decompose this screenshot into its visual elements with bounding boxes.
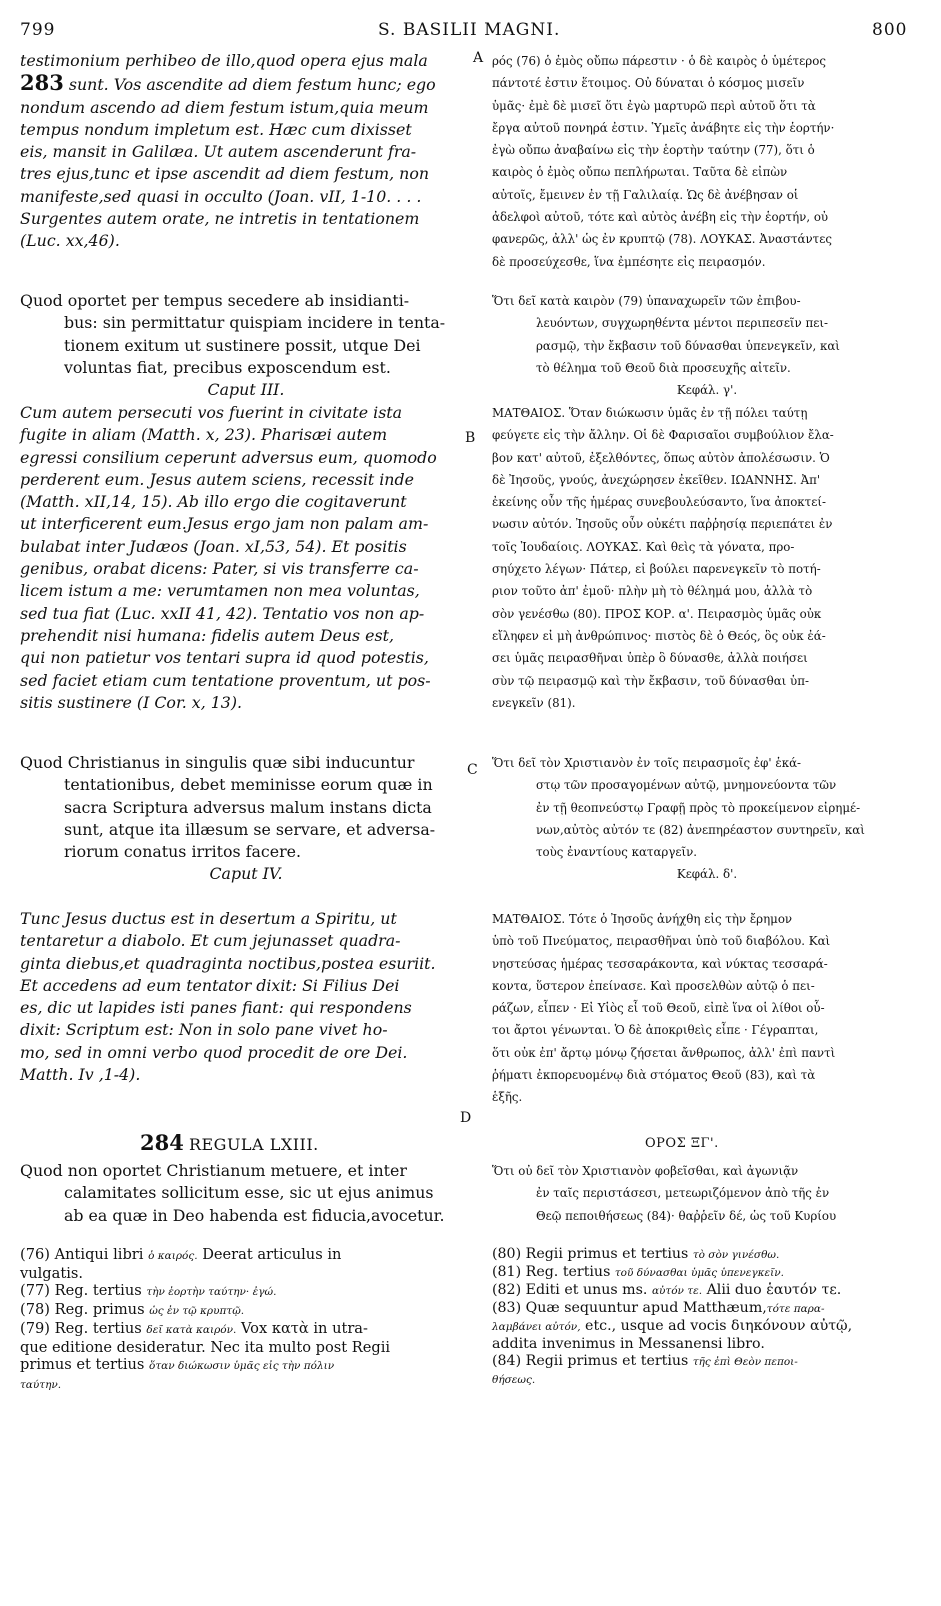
footnotes-left	[20, 1246, 470, 1394]
footnote	[492, 1300, 922, 1318]
footnote	[492, 1353, 922, 1371]
footnote-greek: τῆς ἐπὶ Θεὸν πεποι-	[692, 1356, 798, 1368]
footnote	[20, 1301, 470, 1320]
text-line: calamitates sollicitum esse, sic ut ejus animus	[64, 1183, 434, 1203]
footnote-text: (83) Quæ sequuntur apud Matthæum,	[492, 1300, 767, 1316]
greek-passage-3	[492, 402, 922, 714]
text-line: sunt, atque ita illæsum se servare, et adversa-	[64, 819, 436, 839]
margin-letter-b: B	[465, 430, 476, 446]
text-line: perderent eum. Jesus autem sciens, recessit inde	[20, 469, 414, 489]
chapter-heading: Κεφάλ. γ'.	[676, 383, 738, 398]
text-line: τὸ θέλημα τοῦ Θεοῦ διὰ προσευχῆς αἰτεῖν.	[536, 360, 791, 375]
text-line: ab ea quæ in Deo habenda est fiducia,avocetur.	[64, 1205, 445, 1225]
greek-passage-4	[492, 908, 922, 1109]
text-line: (Luc. xx,46).	[20, 231, 120, 251]
text-line: νηστεύσας ἡμέρας τεσσαράκοντα, καὶ νύκτας τεσσαρά-	[492, 956, 828, 971]
text-line: genibus, orabat dicens: Pater, si vis transferre ca-	[20, 559, 419, 579]
footnote	[492, 1318, 922, 1336]
footnote-greek: ὁ καιρός.	[148, 1250, 198, 1262]
text-line: ἐν ταῖς περιστάσεσι, μετεωριζόμενον ἀπὸ τῆς ἐν	[536, 1186, 830, 1201]
text-line: λευόντων, συγχωρηθέντα μέντοι περιπεσεῖν πει-	[536, 316, 828, 331]
text-line: εἴληφεν εἰ μὴ ἀνθρώπινος· πιστὸς δὲ ὁ Θεός, ὃς οὐκ ἐά-	[492, 628, 826, 643]
text-line: δὲ προσεύχεσθε, ἵνα ἐμπέσητε εἰς πειρασμόν.	[492, 254, 766, 269]
text-line: φεύγετε εἰς τὴν ἄλλην. Οἱ δὲ Φαρισαῖοι συμβούλιον ἔλα-	[492, 428, 834, 443]
footnote-text: (80) Regii primus et tertius	[492, 1246, 689, 1262]
text-line: Surgentes autem orate, ne intretis in tentationem	[20, 209, 420, 229]
text-line: ἀδελφοὶ αὐτοῦ, τότε καὶ αὐτὸς ἀνέβη εἰς τὴν ἑορτήν, οὐ	[492, 210, 829, 225]
footnote-greek: τὸ σὸν γινέσθω.	[692, 1249, 780, 1261]
footnote-rest: Vox κατὰ in utra-	[240, 1320, 368, 1337]
text-line: Quod oportet per tempus secedere ab insidianti-	[20, 291, 410, 310]
footnote	[492, 1264, 922, 1282]
text-line: ἐν τῇ θεοπνεύστῳ Γραφῇ πρὸς τὸ προκείμενον εἰρημέ-	[536, 800, 861, 815]
footnote-greek: δεῖ κατὰ καιρόν.	[146, 1324, 237, 1336]
text-line: tempus nondum impletum est. Hæc cum dixisset	[20, 119, 412, 139]
text-line: καιρὸς ὁ ἐμὸς οὔπω πεπλήρωται. Ταῦτα δὲ εἰπὼν	[492, 165, 788, 180]
latin-rule-63	[20, 1160, 472, 1227]
text-line: τοῖς Ἰουδαίοις. ΛΟΥΚΑΣ. Καὶ θεὶς τὰ γόνατα, προ-	[492, 539, 795, 554]
running-title: S. BASILII MAGNI.	[378, 20, 561, 40]
margin-letter-d: D	[460, 1110, 472, 1126]
footnote	[20, 1246, 470, 1265]
footnote-text: (82) Editi et unus ms.	[492, 1282, 648, 1298]
text-line: νων,αὐτὸς αὐτόν τε (82) ἀνεπηρέαστον συντηρεῖν, καὶ	[536, 822, 865, 837]
footnote-text: (76) Antiqui libri	[20, 1246, 144, 1263]
regula-title: REGULA LXIII.	[188, 1135, 319, 1154]
footnote	[20, 1265, 470, 1282]
greek-regula-title: ΟΡΟΣ ΞΓ'.	[645, 1136, 719, 1151]
text-line: ενεγκεῖν (81).	[492, 695, 576, 710]
footnote-greek: λαμβάνει αὐτόν,	[492, 1321, 581, 1333]
footnotes-right	[492, 1246, 922, 1389]
text-line: νωσιν αὐτόν. Ἰησοῦς οὖν οὐκέτι παῤῥησίᾳ περιεπάτει ἐν	[492, 517, 833, 532]
footnote-rest: etc., usque ad vocis διηκόνουν αὐτῷ,	[585, 1318, 853, 1334]
text-line: Quod Christianus in singulis quæ sibi inducuntur	[20, 753, 415, 772]
greek-rule-3-heading	[492, 290, 922, 401]
margin-letter-a: A	[473, 50, 484, 66]
footnote-greek: ταύτην.	[20, 1379, 62, 1391]
footnote	[492, 1246, 922, 1264]
text-line: ἔργα αὐτοῦ πονηρά ἐστιν. Ὑμεῖς ἀνάβητε εἰς τὴν ἑορτήν·	[492, 120, 835, 135]
text-line: (Matth. xII,14, 15). Ab illo ergo die cogitaverunt	[20, 492, 407, 512]
footnote-text: primus et tertius	[20, 1356, 145, 1373]
text-line: ὅτι οὐκ ἐπ' ἄρτῳ μόνῳ ζήσεται ἄνθρωπος, ἀλλ' ἐπὶ παντὶ	[492, 1045, 836, 1060]
text-line: tionem exitum ut sustinere possit, utque Dei	[64, 335, 421, 355]
latin-passage-1	[20, 50, 472, 253]
text-line: sed tua fiat (Luc. xxII 41, 42). Tentatio vos non ap-	[20, 603, 425, 623]
footnote	[20, 1282, 470, 1301]
footnote-text: (77) Reg. tertius	[20, 1282, 142, 1299]
text-line: τοὺς ἐναντίους καταργεῖν.	[536, 845, 698, 860]
text-line: egressi consilium ceperunt adversus eum, quomodo	[20, 447, 437, 467]
text-line: πάντοτέ ἐστιν ἕτοιμος. Οὐ δύναται ὁ κόσμος μισεῖν	[492, 76, 805, 91]
footnote	[20, 1339, 470, 1356]
text-line: κοντα, ὕστερον ἐπείνασε. Καὶ προσελθὼν αὐτῷ ὁ πει-	[492, 978, 815, 993]
footnote-greek: αὐτόν τε.	[651, 1285, 703, 1297]
text-line: qui non patietur vos tentari supra id quod potestis,	[20, 648, 429, 668]
chapter-heading: Caput III.	[207, 380, 285, 400]
text-line: ἑξῆς.	[492, 1090, 523, 1105]
text-line: ριον τοῦτο ἀπ' ἐμοῦ· πλὴν μὴ τὸ θέλημά μου, ἀλλὰ τὸ	[492, 584, 813, 599]
footnote	[492, 1282, 922, 1300]
latin-rule-3-heading	[20, 290, 472, 401]
text-line: Et accedens ad eum tentator dixit: Si Filius Dei	[20, 975, 400, 995]
footnote	[20, 1356, 470, 1375]
footnote-greek: τότε παρα-	[766, 1303, 825, 1315]
text-line: ΜΑΤΘΑΙΟΣ. Τότε ὁ Ἰησοῦς ἀνήχθη εἰς τὴν ἔρημον	[492, 912, 793, 926]
footnote-greek: τοῦ δύνασθαι ὑμᾶς ὑπενεγκεῖν.	[614, 1267, 785, 1279]
column-number: 284	[140, 1130, 184, 1155]
footnote-text: (79) Reg. tertius	[20, 1320, 142, 1337]
text-line: ginta diebus,et quadraginta noctibus,postea esuriit.	[20, 953, 436, 973]
footnote-text: (78) Reg. primus	[20, 1301, 145, 1318]
text-line: Tunc Jesus ductus est in desertum a Spiritu, ut	[20, 909, 397, 928]
text-line: φανερῶς, ἀλλ' ὡς ἐν κρυπτῷ (78). ΛΟΥΚΑΣ. Ἀναστάντες	[492, 232, 832, 247]
text-line: tentaretur a diabolo. Et cum jejunasset quadra-	[20, 931, 401, 951]
text-line: tentationibus, debet meminisse eorum quæ in	[64, 775, 433, 795]
text-line: σὺν τῷ πειρασμῷ καὶ τὴν ἔκβασιν, τοῦ δύνασθαι ὑπ-	[492, 673, 809, 688]
footnote-text: (81) Reg. tertius	[492, 1264, 611, 1280]
footnote	[20, 1320, 470, 1339]
footnote	[20, 1375, 470, 1394]
page-number-left: 799	[20, 20, 56, 40]
chapter-heading: Caput IV.	[209, 864, 283, 884]
text-line: fugite in aliam (Matth. x, 23). Pharisæi autem	[20, 425, 388, 445]
greek-passage-1	[492, 50, 922, 273]
text-line: Matth. Iv ,1-4).	[20, 1065, 141, 1085]
page-number-right: 800	[872, 20, 908, 40]
footnote-text: addita invenimus in Messanensi libro.	[492, 1336, 765, 1352]
text-line: Ὅτι δεῖ κατὰ καιρὸν (79) ὑπαναχωρεῖν τῶν ἐπιβου-	[492, 294, 801, 308]
latin-passage-4	[20, 908, 472, 1086]
text-line: ἐκείνης οὖν τῆς ἡμέρας συνεβουλεύσαντο, ἵνα ἀποκτεί-	[492, 495, 826, 510]
greek-rule-63	[492, 1160, 922, 1227]
footnote-greek: ὅταν διώκωσιν ὑμᾶς εἰς τὴν πόλιν	[149, 1360, 335, 1372]
latin-rule-4-heading	[20, 752, 472, 886]
text-line: ut interficerent eum.Jesus ergo jam non palam am-	[20, 514, 429, 534]
text-line: τοι ἄρτοι γένωνται. Ὁ δὲ ἀποκριθεὶς εἶπε · Γέγραπται,	[492, 1023, 819, 1038]
text-line: Ὅτι οὐ δεῖ τὸν Χριστιανὸν φοβεῖσθαι, καὶ ἀγωνιᾷν	[492, 1164, 799, 1178]
text-line: ὑπὸ τοῦ Πνεύματος, πειρασθῆναι ὑπὸ τοῦ διαβόλου. Καὶ	[492, 934, 831, 949]
text-line: δὲ Ἰησοῦς, γνούς, ἀνεχώρησεν ἐκεῖθεν. ΙΩΑΝΝΗΣ. Ἀπ'	[492, 472, 821, 487]
text-line	[20, 72, 472, 96]
text-line: ράζων, εἶπεν · Εἰ Υἱὸς εἶ τοῦ Θεοῦ, εἰπὲ ἵνα οἱ λίθοι οὗ-	[492, 1001, 825, 1016]
text-line: mo, sed in omni verbo quod procedit de ore Dei.	[20, 1042, 408, 1062]
text-line: bus: sin permittatur quispiam incidere in tenta-	[64, 313, 446, 333]
text-line-content: sunt. Vos ascendite ad diem festum hunc; ego	[68, 75, 436, 95]
text-line: testimonium perhibeo de illo,quod opera ejus mala	[20, 51, 428, 70]
text-line: ΜΑΤΘΑΙΟΣ. Ὅταν διώκωσιν ὑμᾶς ἐν τῇ πόλει ταύτῃ	[492, 406, 808, 420]
footnote-text: vulgatis.	[20, 1265, 84, 1282]
chapter-heading: Κεφάλ. δ'.	[676, 867, 738, 882]
text-line: ὑμᾶς· ἐμὲ δὲ μισεῖ ὅτι ἐγὼ μαρτυρῶ περὶ αὐτοῦ ὅτι τὰ	[492, 98, 816, 113]
text-line: voluntas fiat, precibus exposcendum est.	[64, 357, 391, 377]
text-line: Θεῷ πεποιθήσεως (84)· θαῤῥεῖν δέ, ὡς τοῦ Κυρίου	[536, 1208, 837, 1223]
text-line: Quod non oportet Christianum metuere, et inter	[20, 1161, 407, 1180]
footnote-rest: Deerat articulus in	[202, 1246, 342, 1263]
regula-heading	[140, 1130, 319, 1155]
latin-passage-3	[20, 402, 472, 714]
text-line: στῳ τῶν προσαγομένων αὐτῷ, μνημονεύοντα τῶν	[536, 778, 837, 793]
text-line: riorum conatus irritos facere.	[64, 842, 302, 862]
text-line: βον κατ' αὐτοῦ, ἐξελθόντες, ὅπως αὐτὸν ἀπολέσωσιν. Ὁ	[492, 450, 830, 465]
text-line: ῥήματι ἐκπορευομένῳ διὰ στόματος Θεοῦ (83), καὶ τὰ	[492, 1068, 816, 1083]
footnote-text: (84) Regii primus et tertius	[492, 1353, 689, 1369]
footnote-greek: τὴν ἑορτὴν ταύτην· ἐγώ.	[146, 1286, 277, 1298]
text-line: σηύχετο λέγων· Πάτερ, εἰ βούλει παρενεγκεῖν τὸ ποτή-	[492, 562, 821, 577]
text-line: es, dic ut lapides isti panes fiant: qui respondens	[20, 998, 412, 1018]
text-line: Ὅτι δεῖ τὸν Χριστιανὸν ἐν τοῖς πειρασμοῖς ἐφ' ἑκά-	[492, 756, 802, 770]
greek-rule-4-heading	[492, 752, 922, 886]
footnote-greek: ὡς ἐν τῷ κρυπτῷ.	[149, 1305, 245, 1317]
margin-letter-c: C	[467, 762, 478, 778]
text-line: dixit: Scriptum est: Non in solo pane vivet ho-	[20, 1020, 388, 1040]
footnote-greek: θήσεως.	[492, 1374, 536, 1386]
footnote	[492, 1371, 922, 1389]
text-line: ἐγὼ οὔπω ἀναβαίνω εἰς τὴν ἑορτὴν ταύτην (77), ὅτι ὁ	[492, 143, 815, 158]
text-line: bulabat inter Judæos (Joan. xI,53, 54). Et positis	[20, 536, 407, 556]
column-number: 283	[20, 70, 64, 96]
text-line: αὐτοῖς, ἔμεινεν ἐν τῇ Γαλιλαίᾳ. Ὡς δὲ ἀνέβησαν οἱ	[492, 187, 799, 202]
text-line: tres ejus,tunc et ipse ascendit ad diem festum, non	[20, 164, 430, 184]
text-line: σὸν γενέσθω (80). ΠΡΟΣ ΚΟΡ. α'. Πειρασμὸς ὑμᾶς οὐκ	[492, 606, 822, 621]
footnote-text: que editione desideratur. Nec ita multo post Regii	[20, 1339, 391, 1356]
text-line: eis, mansit in Galilæa. Ut autem ascenderunt fra-	[20, 142, 417, 162]
text-line: licem istum a me: verumtamen non mea voluntas,	[20, 581, 420, 601]
text-line: sed faciet etiam cum tentatione proventum, ut pos-	[20, 670, 431, 690]
text-line: manifeste,sed quasi in occulto (Joan. vII, 1-10. . . .	[20, 186, 422, 206]
text-line: sacra Scriptura adversus malum instans dicta	[64, 797, 432, 817]
text-line: σει ὑμᾶς πειρασθῆναι ὑπὲρ ὃ δύνασθε, ἀλλὰ ποιήσει	[492, 651, 808, 666]
text-line: ρασμῷ, τὴν ἔκβασιν τοῦ δύνασθαι ὑπενεγκεῖν, καὶ	[536, 338, 840, 353]
text-line: sitis sustinere (I Cor. x, 13).	[20, 692, 243, 712]
text-line: Cum autem persecuti vos fuerint in civitate ista	[20, 403, 403, 422]
text-line: prehendit nisi humana: fidelis autem Deus est,	[20, 625, 394, 645]
footnote-rest: Alii duo ἑαυτόν τε.	[706, 1282, 842, 1298]
footnote	[492, 1336, 922, 1353]
text-line: ρός (76) ὁ ἐμὸς οὔπω πάρεστιν · ὁ δὲ καιρὸς ὁ ὑμέτερος	[492, 54, 826, 68]
text-line: nondum ascendo ad diem festum istum,quia meum	[20, 97, 429, 117]
